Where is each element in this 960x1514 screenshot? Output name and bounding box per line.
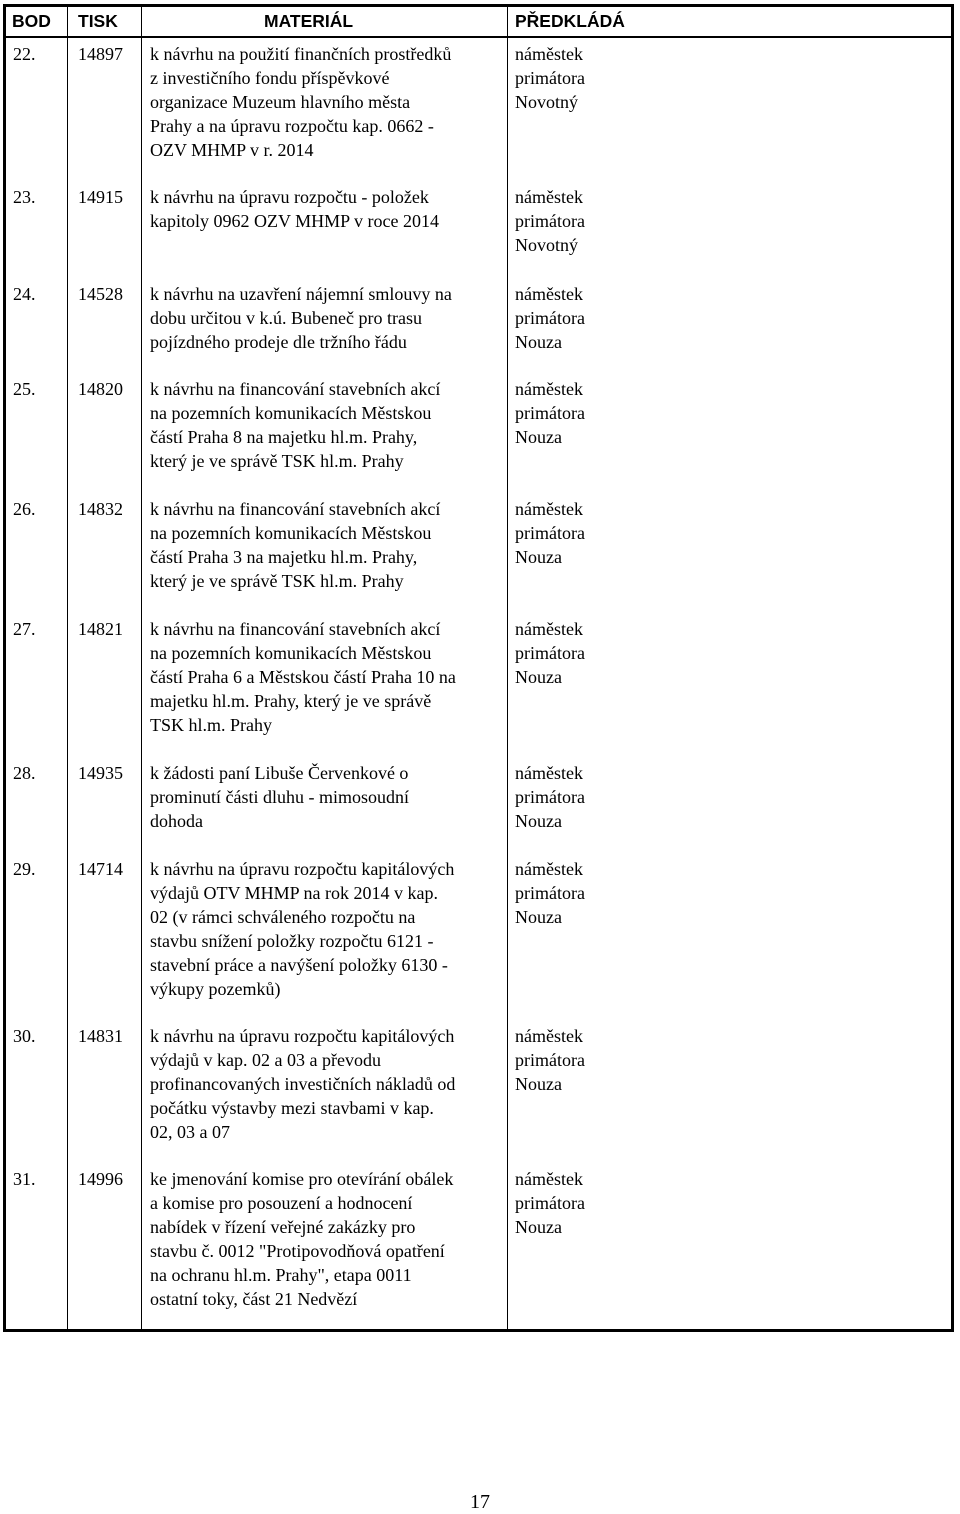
row-tisk: 14832 xyxy=(78,499,123,519)
row-bod: 23. xyxy=(13,187,36,207)
row-material: k návrhu na úpravu rozpočtu - položek kapitoly 0962 OZV MHMP v roce 2014 xyxy=(150,187,439,231)
row-tisk: 14935 xyxy=(78,763,123,783)
row-predklada: náměstek primátora Nouza xyxy=(515,1026,585,1094)
row-material: k návrhu na financování stavebních akcí na pozemních komunikacích Městskou částí Praha 6 a Městskou částí Praha 10 na majetku hl.m. Prahy, který je ve správě TSK hl.m. Prahy xyxy=(150,619,456,735)
column-divider-tisk-material xyxy=(141,4,142,1332)
row-bod: 28. xyxy=(13,763,36,783)
header-tisk: TISK xyxy=(78,11,118,31)
row-predklada: náměstek primátora Nouza xyxy=(515,619,585,687)
row-tisk: 14897 xyxy=(78,44,123,64)
row-tisk: 14996 xyxy=(78,1169,123,1189)
row-bod: 26. xyxy=(13,499,36,519)
row-tisk: 14820 xyxy=(78,379,123,399)
row-bod: 29. xyxy=(13,859,36,879)
row-tisk: 14821 xyxy=(78,619,123,639)
row-tisk: 14714 xyxy=(78,859,123,879)
header-material: MATERIÁL xyxy=(264,11,354,31)
row-bod: 25. xyxy=(13,379,36,399)
row-predklada: náměstek primátora Nouza xyxy=(515,763,585,831)
column-divider-bod-tisk xyxy=(67,4,68,1332)
row-material: k návrhu na financování stavebních akcí na pozemních komunikacích Městskou částí Praha 8 na majetku hl.m. Prahy, který je ve správě TSK hl.m. Prahy xyxy=(150,379,441,471)
row-bod: 31. xyxy=(13,1169,36,1189)
page-number: 17 xyxy=(470,1491,490,1513)
row-material: k žádosti paní Libuše Červenkové o prominutí části dluhu - mimosoudní dohoda xyxy=(150,763,409,831)
row-material: k návrhu na uzavření nájemní smlouvy na dobu určitou v k.ú. Bubeneč pro trasu pojízdného prodeje dle tržního řádu xyxy=(150,284,452,352)
row-predklada: náměstek primátora Novotný xyxy=(515,44,585,112)
row-material: k návrhu na úpravu rozpočtu kapitálových výdajů v kap. 02 a 03 a převodu profinancovaných investičních nákladů od počátku výstavby mezi stavbami v kap. 02, 03 a 07 xyxy=(150,1026,456,1142)
row-predklada: náměstek primátora Nouza xyxy=(515,1169,585,1237)
row-material: ke jmenování komise pro otevírání obálek a komise pro posouzení a hodnocení nabídek v řízení veřejné zakázky pro stavbu č. 0012 "Protipovodňová opatření na ochranu hl.m. Prahy", etapa 0011 ostatní toky, část 21 Nedvězí xyxy=(150,1169,454,1309)
row-predklada: náměstek primátora Nouza xyxy=(515,284,585,352)
row-tisk: 14831 xyxy=(78,1026,123,1046)
row-predklada: náměstek primátora Nouza xyxy=(515,499,585,567)
header-bod: BOD xyxy=(12,11,51,31)
row-tisk: 14528 xyxy=(78,284,123,304)
row-predklada: náměstek primátora Novotný xyxy=(515,187,585,255)
row-material: k návrhu na použití finančních prostředků z investičního fondu příspěvkové organizace Muzeum hlavního města Prahy a na úpravu rozpočtu kap. 0662 - OZV MHMP v r. 2014 xyxy=(150,44,452,160)
row-material: k návrhu na financování stavebních akcí na pozemních komunikacích Městskou částí Praha 3 na majetku hl.m. Prahy, který je ve správě TSK hl.m. Prahy xyxy=(150,499,441,591)
row-material: k návrhu na úpravu rozpočtu kapitálových výdajů OTV MHMP na rok 2014 v kap. 02 (v rámci schváleného rozpočtu na stavbu snížení položky rozpočtu 6121 - stavební práce a navýšení položky 6130 - výkupy pozemků) xyxy=(150,859,455,999)
row-tisk: 14915 xyxy=(78,187,123,207)
row-predklada: náměstek primátora Nouza xyxy=(515,859,585,927)
row-bod: 22. xyxy=(13,44,36,64)
header-predklada: PŘEDKLÁDÁ xyxy=(515,11,625,31)
header-divider xyxy=(3,36,954,38)
row-bod: 30. xyxy=(13,1026,36,1046)
row-bod: 27. xyxy=(13,619,36,639)
row-predklada: náměstek primátora Nouza xyxy=(515,379,585,447)
row-bod: 24. xyxy=(13,284,36,304)
